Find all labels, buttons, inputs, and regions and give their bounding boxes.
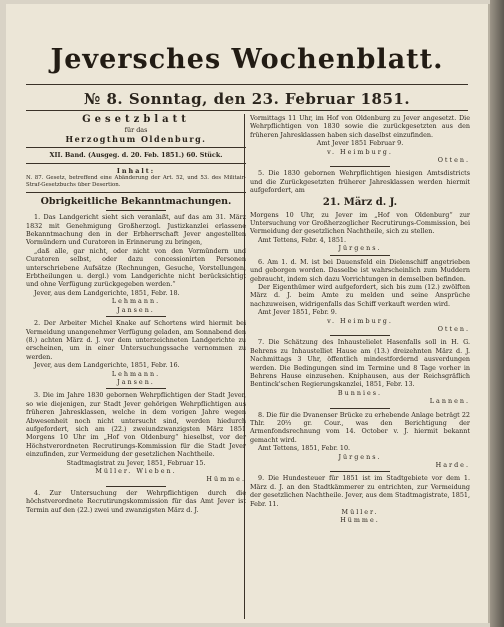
notice-3: 3. Die im Jahre 1830 gebornen Wehrpflichtigen der Stadt Jever, so wie diejenigen, zur Stadt Jever gehörigen Wehrpflichtigen aus früheren Jahresklassen, welche in dem vorigen Jahre wegen Abwesenheit noch nicht untersucht sind, werden hiedurch aufgefordert, sich am (22.) zweiundzwanzigsten März 1851 Morgens 10 Uhr im „Hof von Oldenburg“ hieselbst, vor der Höchstverordneten Recrutirungs-Kommission für die Stadt Jever einzufinden, zur Vermeidung der gesetzlichen Nachtheile. xyxy=(26,391,246,459)
notice-6-name: v. Heimburg. xyxy=(327,316,393,325)
divider xyxy=(26,147,246,148)
notice-5-name: Jürgens. xyxy=(338,244,382,253)
inhalt-label: Inhalt: xyxy=(116,166,156,175)
notice-3-names: Müller. Wieben. xyxy=(95,467,177,475)
notice-7-name2: Lannen. xyxy=(429,397,470,406)
divider xyxy=(26,163,246,164)
notice-4-name2: Otten. xyxy=(437,156,470,165)
short-divider xyxy=(330,255,390,256)
short-divider xyxy=(106,486,166,487)
notice-1-names: Lehmann. xyxy=(111,297,161,306)
notice-8-signature: Amt Tettens, 1851, Febr. 10. xyxy=(258,444,351,453)
notice-1-name2: Jansen. xyxy=(117,305,155,314)
notice-5-body: Morgens 10 Uhr, zu Jever im „Hof von Oldenburg“ zur Untersuchung vor Großherzoglicher Recrutirungs-Commission, bei Vermeidung der gesetzlichen Nachtheile, sich zu stellen. xyxy=(250,210,470,236)
book-spine xyxy=(490,0,504,627)
section-heading: Obrigkeitliche Bekanntmachungen. xyxy=(40,196,232,208)
short-divider xyxy=(330,471,390,472)
notice-2-name2: Jansen. xyxy=(117,377,155,386)
inhalt-text: N. 87. Gesetz, betreffend eine Abänderung der Art. 52, und 53. des Militair-Straf-Gesetzbuchs über Desertion. xyxy=(26,175,246,189)
short-divider xyxy=(330,408,390,409)
notice-9: 9. Die Hundesteuer für 1851 ist im Stadtgebiete vor dem 1. März d. J. an den Stadtkämmerer zu entrichten, zur Vermeidung der gesetzlichen Nachtheile. Jever, aus dem Stadtmagistrate, 1851, Febr. 11. xyxy=(250,474,470,508)
notice-6-name2: Otten. xyxy=(437,324,470,333)
gesetzblatt-heading: Gesetzblatt xyxy=(82,114,190,125)
notice-7: 7. Die Schätzung des Inhaustelielet Hasenfalls soll in H. G. Behrens zu Inhaustelliet Hause am (13.) dreizehnten März d. J. Nachmittags 3 Uhr, öffentlich mindestfordernd ausverdungen werden. Die Bedingungen sind im Termine und 8 Tage vorher in Behrens Hause einzusehen. Kniphausen, aus der Reichsgräflich Bentinck'schen Regierungskanzlei, 1851, Febr. 13. xyxy=(250,338,470,389)
notice-4-continued: Vormittags 11 Uhr, im Hof von Oldenburg zu Jever angesetzt. Die Wehrpflichtigen von 1830 sowie die zurückgesetzten aus den früheren Jahresklassen haben sich daselbst einzufinden. xyxy=(250,114,470,139)
left-column xyxy=(26,114,246,514)
gesetzblatt-land: Herzogthum Oldenburg. xyxy=(65,134,207,145)
right-column xyxy=(250,114,470,525)
notice-4: 4. Zur Untersuchung der Wehrpflichtigen durch die höchstverordnete Recrutirungskommission für das Amt Jever ist Termin auf den (22.) zwei und zwanzigsten März d. J. xyxy=(26,488,246,514)
notice-1-signature: Jever, aus dem Landgerichte, 1851, Febr. 18. xyxy=(34,288,180,297)
masthead-rule-bottom xyxy=(26,110,468,111)
notice-2-names: Lehmann. xyxy=(111,369,161,378)
short-divider xyxy=(106,316,166,317)
notice-1-quote: „daß alle, gar nicht, oder nicht von den Vormündern und Curatoren selbst, oder dazu concessionirten Personen unterschriebene Aufsätze (Rechnungen, Gesuche, Vorstellungen, Erbtheilungen u. dergl.) vom Landgerichte nicht berücksichtigt und ohne Verfügung zurückgegeben werden.“ xyxy=(26,246,246,289)
short-divider xyxy=(330,335,390,336)
gesetzblatt-fuer: für das xyxy=(124,126,148,134)
notice-2: 2. Der Arbeiter Michel Knake auf Schortens wird hiermit bei Vermeidung unangenehmer Verfügung geladen, am Sonnabend den (8.) achten März d. J. vor dem unterzeichneten Landgerichte zu erscheinen, um in einer Untersuchungssache vernommen zu werden. xyxy=(26,319,247,361)
notice-4-signature: Amt Jever 1851 Februar 9. xyxy=(316,139,404,148)
newspaper-title: Jeversches Wochenblatt. xyxy=(50,44,444,75)
notice-3-signature: Stadtmagistrat zu Jever, 1851, Februar 15. xyxy=(66,458,206,467)
notice-4-name: v. Heimburg. xyxy=(327,147,393,156)
notice-9-name2: Hümme. xyxy=(340,516,380,525)
short-divider xyxy=(106,388,166,389)
notice-8-name: Jürgens. xyxy=(338,452,382,461)
notice-5-date: 21. März d. J. xyxy=(322,196,398,208)
notice-6-body: Der Eigenthümer wird aufgefordert, sich bis zum (12.) zwölften März d. J. beim Amte zu melden und seine Ansprüche nachzuweisen, widrigenfalls das Schiff verkauft werden wird. xyxy=(250,282,470,308)
issue-line: № 8. Sonntag, den 23. Februar 1851. xyxy=(83,90,411,108)
masthead xyxy=(6,4,488,75)
notice-3-name2: Hümme. xyxy=(206,475,246,484)
gesetzblatt-band: XII. Band. (Ausgeg. d. 20. Feb. 1851.) 60. Stück. xyxy=(49,151,223,160)
notice-7-name: Bunnies. xyxy=(337,388,383,397)
notice-9-name: Müller. xyxy=(341,508,379,517)
newspaper-page xyxy=(6,4,488,623)
notice-5-signature: Amt Tettens, Febr. 4, 1851. xyxy=(258,235,346,244)
notice-5: 5. Die 1830 gebornen Wehrpflichtigen hiesigen Amtsdistricts und die Zurückgesetzten früherer Jahresklassen werden hiermit aufgefordert, am xyxy=(250,169,470,195)
notice-6: 6. Am 1. d. M. ist bei Dauensfeld ein Dielenschiff angetrieben und geborgen worden. Dasselbe ist wahrscheinlich zum Muddern gebraucht, indem sich dazu Vorrichtungen in demselben befinden. xyxy=(250,257,470,283)
notice-2-signature: Jever, aus dem Landgerichte, 1851, Febr. 16. xyxy=(34,361,180,370)
short-divider xyxy=(330,166,390,167)
notice-8: 8. Die für die Dvanenser Brücke zu erhebende Anlage beträgt 22 Thlr. 20⅔ gr. Cour., was den Berichtigung der Armenfondsrechnung vom 14. October v. J. hiermit bekannt gemacht wird. xyxy=(250,410,470,444)
short-divider xyxy=(106,210,166,211)
notice-8-name2: Harde. xyxy=(435,461,470,470)
divider xyxy=(26,192,246,193)
masthead-rule-top xyxy=(26,84,468,85)
notice-6-signature: Amt Jever 1851, Febr. 9. xyxy=(258,308,337,317)
notice-1: 1. Das Landgericht sieht sich veranlaßt, auf das am 31. März 1832 mit Genehmigung Großherzogl. Justizkanzlei erlassene Bekanntmachung den in der Erbherrschaft Jever angestellten Vormündern und Curatoren in Erinnerung zu bringen, xyxy=(26,213,246,247)
